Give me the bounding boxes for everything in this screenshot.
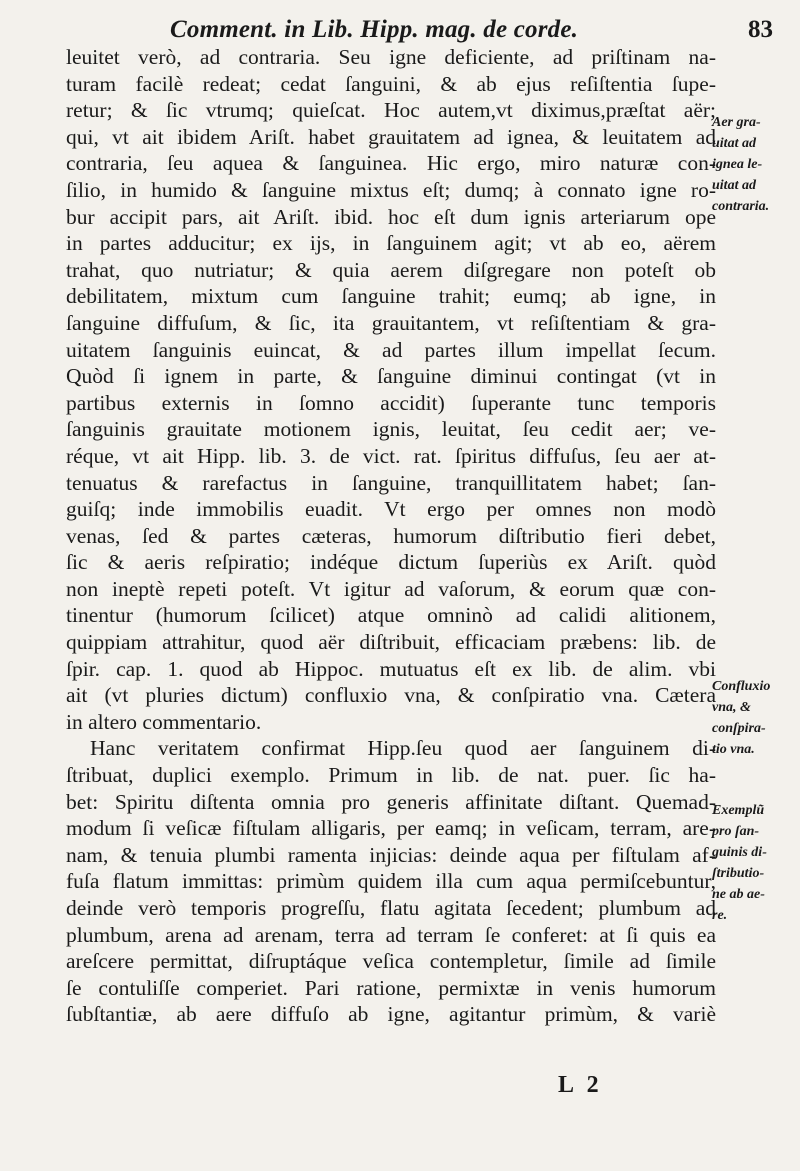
page-number: 83 <box>748 16 773 43</box>
body-text <box>66 44 716 1028</box>
text-line: retur; & ſic vtrumq; quieſcat. Hoc autem,vt diximus,præſtat aër; <box>66 98 716 123</box>
text-line: Quòd ſi ignem in parte, & ſanguine diminui contingat (vt in <box>66 364 716 389</box>
text-line: debilitatem, mixtum cum ſanguine trahit; eumq; ab igne, in <box>66 284 716 309</box>
margin-note-confluxio: Confluxio vna, & conſpira- tio vna. <box>712 679 771 757</box>
text-line: in partes adducitur; ex ijs, in ſanguinem agit; vt ab eo, aërem <box>66 231 716 256</box>
text-line: quippiam attrahitur, quod aër diſtribuit, efficaciam præbens: lib. de <box>66 630 716 655</box>
text-line: qui, vt ait ibidem Ariſt. habet grauitatem ad ignea, & leuitatem ad <box>66 124 716 149</box>
page-header <box>0 6 800 46</box>
text-line: turam facilè redeat; cedat ſanguini, & ab ejus reſiſtentia ſupe- <box>66 71 716 96</box>
text-line: ſanguinis grauitate motionem ignis, leuitat, ſeu cedit aer; ve- <box>66 417 716 442</box>
margin-note-aer-grauitat: Aer gra- uitat ad ignea le- uitat ad contraria. <box>712 115 770 214</box>
margin-note-exemplum: Exemplũ pro ſan- guinis di- ſtributio- ne ab ae- re. <box>712 803 767 923</box>
text-line: leuitet verò, ad contraria. Seu igne deficiente, ad priſtinam na- <box>66 45 716 69</box>
text-line: non ineptè repeti poteſt. Vt igitur ad vaſorum, & eorum quæ con- <box>66 576 716 601</box>
text-line: ait (vt pluries dictum) confluxio vna, & conſpiratio vna. Cætera <box>66 683 716 708</box>
text-line: ſubſtantiæ, ab aere diffuſo ab igne, agitantur primùm, & variè <box>66 1002 716 1027</box>
signature-mark: L 2 <box>558 1072 603 1098</box>
text-line: bet: Spiritu diſtenta omnia pro generis affinitate diſtant. Quemad- <box>66 789 716 814</box>
text-line: ſanguine diffuſum, & ſic, ita grauitantem, vt reſiſtentiam & gra- <box>66 310 716 335</box>
text-line: Hanc veritatem confirmat Hipp.ſeu quod aer ſanguinem di- <box>90 736 716 761</box>
text-line: tinentur (humorum ſcilicet) atque omninò ad calidi alitionem, <box>66 603 716 628</box>
text-line: areſcere permittat, diſruptáque veſica contempletur, ſimile ad ſimile <box>66 949 716 974</box>
text-line: deinde verò temporis progreſſu, flatu agitata ſecedent; plumbum ad <box>66 896 716 920</box>
text-line: tenuatus & rarefactus in ſanguine, tranquillitatem habet; ſan- <box>66 470 716 495</box>
text-line: ſilio, in humido & ſanguine mixtus eſt; dumq; à connato igne ro- <box>66 177 716 202</box>
text-line: modum ſi veſicæ fiſtulam alligaris, per eamq; in veſicam, terram, are- <box>66 816 716 841</box>
text-line: partibus externis in ſomno accidit) ſuperante tunc temporis <box>66 390 716 415</box>
text-line: ſic & aeris reſpiratio; indéque dictum ſuperiùs ex Ariſt. quòd <box>66 550 716 575</box>
text-line: nam, & tenuia plumbi ramenta injicias: deinde aqua per fiſtulam af- <box>66 842 716 867</box>
text-line: bur accipit pars, ait Ariſt. ibid. hoc eſt dum ignis arteriarum ope <box>66 204 716 229</box>
text-line: contraria, ſeu aquea & ſanguinea. Hic ergo, miro naturæ con- <box>66 151 716 176</box>
text-line: ſe contuliſſe comperiet. Pari ratione, permixtæ in venis humorum <box>66 975 716 1000</box>
text-line: ſpir. cap. 1. quod ab Hippoc. mutuatus eſt ex lib. de alim. vbi <box>66 656 716 681</box>
running-title: Comment. in Lib. Hipp. mag. de corde. <box>170 16 579 43</box>
text-line: plumbum, arena ad arenam, terra ad terram ſe conferet: at ſi quis ea <box>66 922 716 947</box>
text-line: fuſa flatum immittas: primùm quidem illa cum aqua permiſcebuntur, <box>66 869 716 894</box>
text-line: venas, ſed & partes cæteras, humorum diſtributio fieri debet, <box>66 523 716 548</box>
text-line: uitatem ſanguinis euincat, & ad partes illum impellat ſecum. <box>66 337 716 362</box>
text-line: trahat, quo nutriatur; & quia aerem diſgregare non poteſt ob <box>66 257 716 282</box>
text-line: in altero commentario. <box>66 709 262 734</box>
text-line: réque, vt ait Hipp. lib. 3. de vict. rat. ſpiritus diffuſus, ſeu aer at- <box>66 443 716 468</box>
text-line: guiſq; inde immobilis euadit. Vt ergo per omnes non modò <box>66 497 716 522</box>
text-line: ſtribuat, duplici exemplo. Primum in lib. de nat. puer. ſic ha- <box>66 763 716 788</box>
